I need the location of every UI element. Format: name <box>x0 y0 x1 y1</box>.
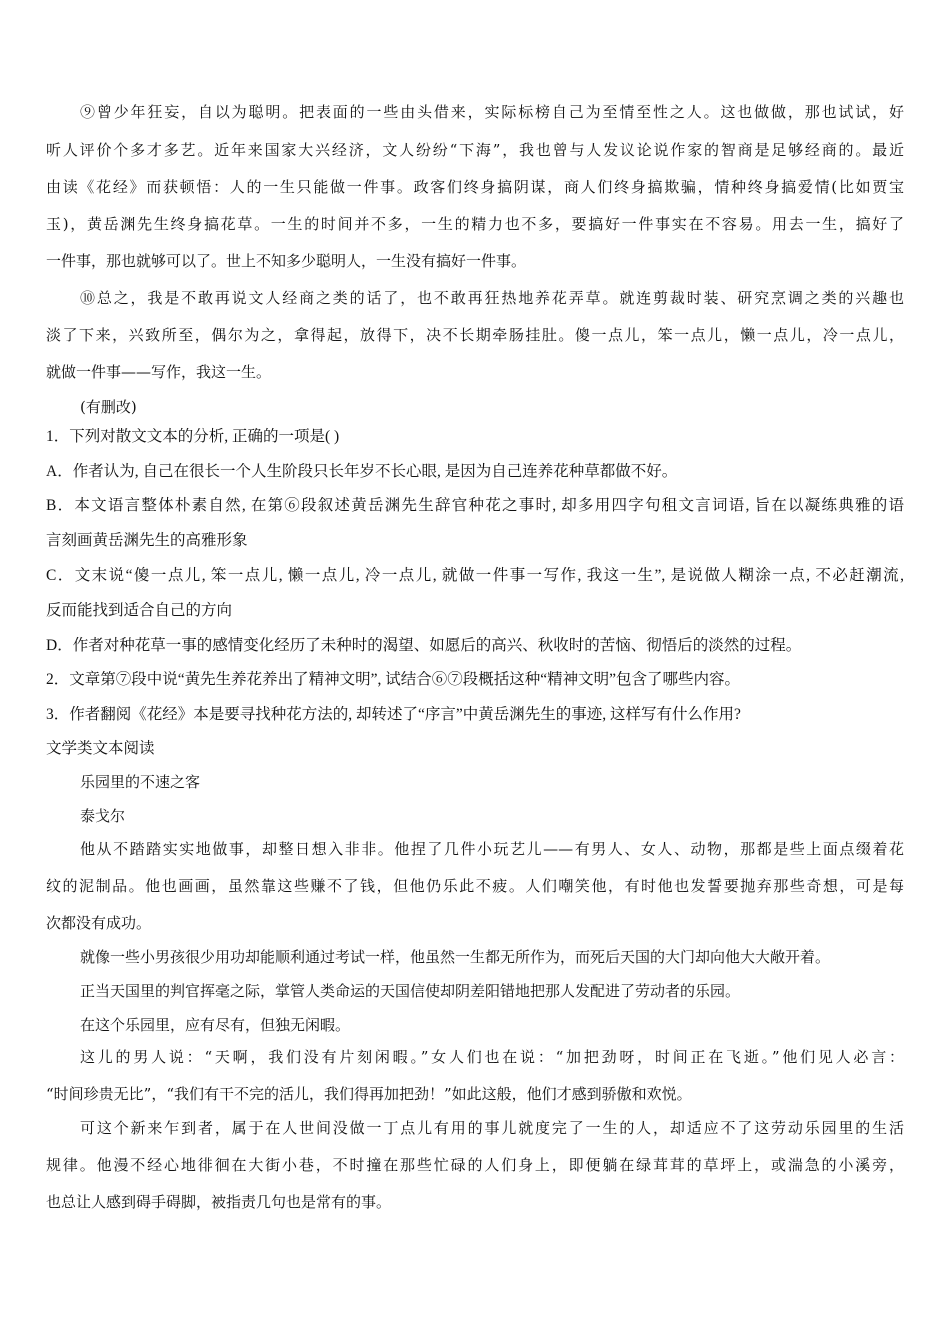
story-paragraph-1-line-3: 次都没有成功。 <box>46 914 152 932</box>
story-paragraph-1-line-2: 纹的泥制品。他也画画，虽然靠这些赚不了钱，但他仍乐此不疲。人们嘲笑他，有时他也发誓要抛弃那些奇想，可是每 <box>46 877 904 895</box>
story-paragraph-6-line-2: 规律。他漫不经心地徘徊在大街小巷，不时撞在那些忙碌的人们身上，即便躺在绿茸茸的草坪上，或湍急的小溪旁， <box>46 1156 904 1174</box>
paragraph-9-line-1: ⑨曾少年狂妄，自以为聪明。把表面的一些由头借来，实际标榜自己为至情至性之人。这也做做，那也试试，好 <box>80 103 904 121</box>
paragraph-10-line-1: ⑩总之，我是不敢再说文人经商之类的话了，也不敢再狂热地养花弄草。就连剪裁时装、研究烹调之类的兴趣也 <box>80 289 904 307</box>
source-note: (有删改) <box>80 398 137 416</box>
option-a: A．作者认为, 自己在很长一个人生阶段只长年岁不长心眼, 是因为自己连养花种草都做不好。 <box>46 463 678 480</box>
option-b-line-1: B．本文语言整体朴素自然, 在第⑥段叙述黄岳渊先生辞官种花之事时, 却多用四字句租文言词语, 旨在以凝练典雅的语 <box>46 497 904 514</box>
option-b-line-2: 言刻画黄岳渊先生的高雅形象 <box>46 532 248 549</box>
story-paragraph-6-line-3: 也总让人感到碍手碍脚，被指责几句也是常有的事。 <box>46 1193 392 1211</box>
question-2: 2．文章第⑦段中说“黄先生养花养出了精神文明”, 试结合⑥⑦段概括这种“精神文明”包含了哪些内容。 <box>46 671 741 688</box>
paragraph-9-line-3: 由读《花经》而获顿悟：人的一生只能做一件事。政客们终身搞阴谋，商人们终身搞欺骗，情种终身搞爱情(比如贾宝 <box>46 178 904 196</box>
option-c-line-2: 反而能找到适合自己的方向 <box>46 602 233 619</box>
option-c-line-1: C．文末说“傻一点儿, 笨一点儿, 懒一点儿, 冷一点儿, 就做一件事一写作, 我这一生”, 是说做人糊涂一点, 不必赶潮流, <box>46 567 904 584</box>
paragraph-9-line-4: 玉)，黄岳渊先生终身搞花草。一生的时间并不多，一生的精力也不多，要搞好一件事实在不容易。用去一生，搞好了 <box>46 215 904 233</box>
option-d: D．作者对种花草一事的感情变化经历了未种时的渴望、如愿后的高兴、秋收时的苦恼、彻悟后的淡然的过程。 <box>46 637 802 654</box>
story-paragraph-5-line-2: “时间珍贵无比”，“我们有干不完的活儿，我们得再加把劲！”如此这般，他们才感到骄傲和欢悦。 <box>46 1085 692 1103</box>
paragraph-10-line-3: 就做一件事——写作，我这一生。 <box>46 363 272 381</box>
section-heading: 文学类文本阅读 <box>46 740 155 757</box>
story-title: 乐园里的不速之客 <box>80 773 201 791</box>
question-3: 3．作者翻阅《花经》本是要寻找种花方法的, 却转述了“序言”中黄岳渊先生的事迹, 这样写有什么作用? <box>46 706 741 723</box>
paragraph-9-line-5: 一件事，那也就够可以了。世上不知多少聪明人，一生没有搞好一件事。 <box>46 252 527 270</box>
story-paragraph-1-line-1: 他从不踏踏实实地做事，却整日想入非非。他捏了几件小玩艺儿——有男人、女人、动物，那都是些上面点缀着花 <box>80 840 904 858</box>
paragraph-9-line-2: 听人评价个多才多艺。近年来国家大兴经济，文人纷纷“下海”，我也曾与人发议论说作家的智商是足够经商的。最近 <box>46 141 904 159</box>
story-author: 泰戈尔 <box>80 807 126 825</box>
story-paragraph-3: 正当天国里的判官挥毫之际，掌管人类命运的天国信使却阴差阳错地把那人发配进了劳动者的乐园。 <box>80 982 741 1000</box>
story-paragraph-5-line-1: 这儿的男人说：“天啊，我们没有片刻闲暇。”女人们也在说：“加把劲呀，时间正在飞逝。”他们见人必言： <box>80 1048 904 1066</box>
story-paragraph-2: 就像一些小男孩很少用功却能顺利通过考试一样，他虽然一生都无所作为，而死后天国的大门却向他大大敞开着。 <box>80 948 831 966</box>
story-paragraph-4: 在这个乐园里，应有尽有，但独无闲暇。 <box>80 1016 351 1034</box>
story-paragraph-6-line-1: 可这个新来乍到者，属于在人世间没做一丁点儿有用的事儿就度完了一生的人，却适应不了这劳动乐园里的生活 <box>80 1119 904 1137</box>
question-1: 1．下列对散文文本的分析, 正确的一项是( ) <box>46 428 340 445</box>
paragraph-10-line-2: 淡了下来，兴致所至，偶尔为之，拿得起，放得下，决不长期牵肠挂肚。傻一点儿，笨一点儿，懒一点儿，冷一点儿， <box>46 326 904 344</box>
